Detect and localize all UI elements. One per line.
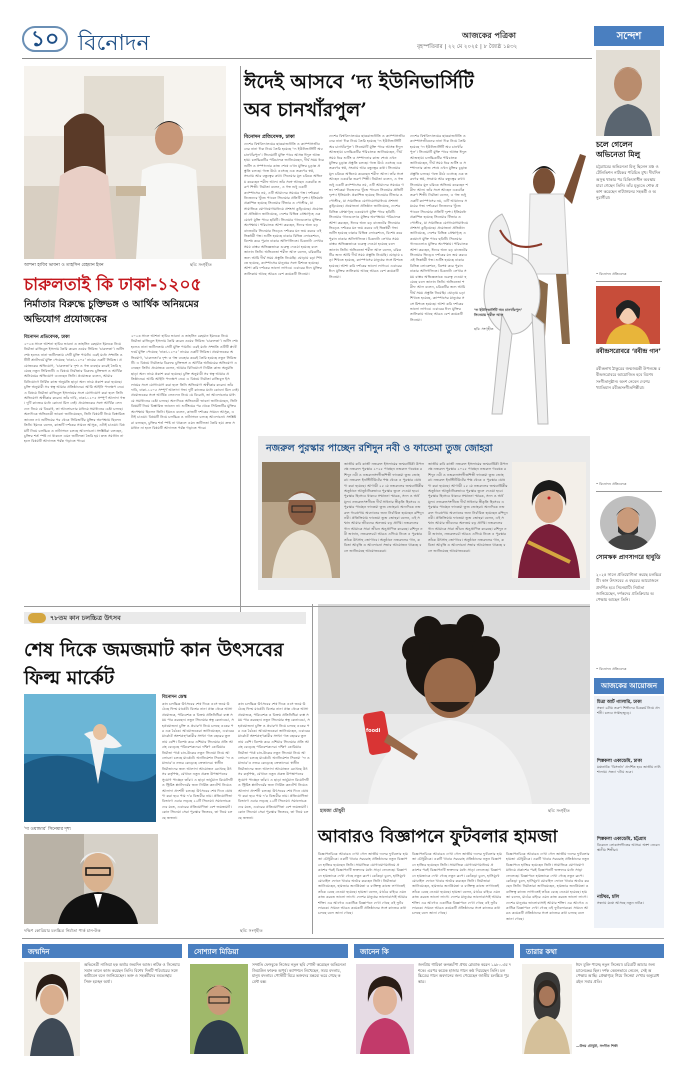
events-box: [594, 696, 664, 928]
orsha-portrait: [24, 962, 80, 1056]
singer-portrait: [596, 286, 660, 344]
park-credit: ছবি: সংগৃহীত: [240, 928, 263, 933]
story1-photo-caption: ‘দ্য ইউনিভার্সিটি অব চানখাঁরপুল’ সিনেমায় শরীফ আল: [474, 308, 523, 317]
sidebar-title: সন্দেশ: [594, 26, 664, 46]
dateline: বৃহস্পতিবার | ২২ মে ২০২৫ | ৮ জ্যৈষ্ঠ ১৪৩২: [417, 44, 518, 50]
horse-rider-image: [472, 134, 590, 430]
charulata-credit: ছবি: সংগৃহীত: [190, 262, 212, 267]
trivia-body: জনপ্রিয় গায়িকা কনকচাঁপা প্রথম প্লেব্যাক করেন ১৯৮০-এর দশকে। এরপর কয়েক হাজার গানে কণ্ঠ দিয়েছেন তিনি। চলচ্চিত্রের গানে অবদানের জন্য পেয়েছেন জাতীয় চলচ্চিত্র পুরস্কার।: [418, 962, 511, 985]
bottom-strip: [22, 944, 664, 1058]
wonder-photo: [24, 694, 156, 822]
ad-still-image: [318, 604, 590, 804]
column-rule: [312, 604, 313, 934]
star-talk-title: তারার কথা: [520, 944, 664, 958]
page-header: [22, 22, 592, 62]
section-rule: [24, 606, 590, 607]
park-caption: দক্ষিণ কোরিয়ার চলচ্চিত্র নির্মাতা পার্ক চান-উক: [24, 928, 101, 933]
sidebar-item2-body: রবীন্দ্রনাথ ঠাকুরের জন্মজয়ন্তী উপলক্ষে রবীন্দ্রসরোবরে আয়োজিত হবে বিশেষ সংগীতানুষ্ঠান। অংশ নেবেন দেশের খ্যাতিমান রবীন্দ্রসংগীতশিল্পীরা।: [596, 366, 661, 390]
star-talk-box: [520, 944, 664, 1058]
star-talk-credit: —উদয় চৌধুরী, সংগীত শিল্পী: [576, 1044, 618, 1048]
hamza-credit: ছবি: সংগৃহীত: [548, 808, 570, 813]
charulata-photo: [24, 66, 226, 259]
fatema-photo: [512, 462, 586, 578]
story1-headline-1: ঈদেই আসবে ‘দ্য ইউনিভার্সিটি: [244, 71, 474, 93]
header-rule: [22, 58, 592, 59]
social-title: সোশ্যাল মিডিয়া: [188, 944, 348, 958]
park-chan-wook-photo: [24, 834, 158, 924]
story2-headline-1: চারুলতাই কি ঢাকা-১২০৫: [24, 275, 202, 295]
section-rule: [22, 938, 664, 939]
portrait-image: [190, 964, 248, 1054]
konokchapa-portrait: [356, 964, 414, 1054]
sidebar-item1-body: চট্টগ্রামের অভিনেতা মিলু ছিলেন মঞ্চ ও টেলিভিশন নাটকের পরিচিত মুখ। দীর্ঘদিন অসুস্থ থাকার পর চিকিৎসাধীন অবস্থায় মারা গেছেন তিনি। তাঁর মৃত্যুতে শোক প্রকাশ করেছেন নাট্যাঙ্গনের সহকর্মী ও অনুরাগীরা।: [596, 164, 661, 201]
hamza-caption: হামজা চৌধুরী: [320, 809, 345, 814]
page-number: ১০: [22, 26, 68, 52]
director-portrait: [600, 496, 656, 550]
social-box: [188, 944, 348, 1058]
sidebar-item1-headline: চলে গেলেন অভিনেতা মিলু: [596, 140, 641, 159]
apurba-portrait: [190, 964, 248, 1054]
event-title: নাটঘর, চলি: [597, 895, 620, 900]
story2-body-col2: ২০২৩ সালে আশনা হাবিব ভাবনা ও তাহসিন রেহমান ইমনকে নিয়ে নির্মাতা রাজিবুল ইসলাম তৈরি করেন ওয়েব সিরিজ ‘চারুলতা’। শুটিং শেষ হলেও নানা জটিলতায় সেটি মুক্তি পায়নি। এরই মধ্যে সম্প্রতি ওটিটি প্ল্যাটফর্মে মুক্তি পেয়েছে ‘ঢাকা-১২০৫’ নামের একটি সিরিজ। প্রযোজকের অভিযোগ, ‘চারুলতা’র দৃশ্য ও গল্প ব্যবহার করেই তৈরি হয়েছে নতুন সিরিজটি। এ বিষয়ে নির্মাতার বিরুদ্ধে চুক্তিভঙ্গ ও আর্থিক অনিয়মের অভিযোগ এনেছেন তিনি। প্রযোজক বলেন, আমার বিনিয়োগে নির্মিত কাজ অনুমতি ছাড়া অন্য নামে প্রকাশ করা হয়েছে। চুক্তি অনুযায়ী সব স্বত্ব আমার প্রতিষ্ঠানের। আমি আইনি পদক্ষেপ নেব। এ বিষয়ে নির্মাতা রাজিবুল ইসলামের সঙ্গে যোগাযোগ করা হলে তিনি অভিযোগ অস্বীকার করেন। তাঁর দাবি, ঢাকা-১২০৫ সম্পূর্ণ আলাদা গল্প। দুটি কাজের মধ্যে কোনো মিল নেই। প্রযোজকের সঙ্গে আর্থিক লেনদেন নিয়ে যে বিরোধ, তা আলোচনার মাধ্যমে সমাধানের চেষ্টা চলছে। অন্যদিকে অভিনেত্রী ভাবনা জানিয়েছেন, তিনি বিষয়টি নিয়ে বিস্তারিত জানেন না। শুটিংয়ের পর থেকে সিরিজটির মুক্তির অপেক্ষায় ছিলেন তিনি। ইমনও বলেন, কাজটি দর্শকের সামনে আসুক, এটাই চাওয়া। বিষয়টি নিয়ে চলচ্চিত্র ও নাট্যাঙ্গনে চলছে আলোচনা। সংশ্লিষ্টরা বলছেন, চুক্তির শর্ত স্পষ্ট না থাকলে এমন জটিলতা তৈরি হয়। দ্রুত সমাধান না হলে বিষয়টি আদালত পর্যন্ত গড়াতে পারে।: [131, 334, 239, 430]
story2-byline: বিনোদন প্রতিবেদক, ঢাকা: [24, 335, 70, 340]
story4-byline: বিনোদন ডেস্ক: [162, 695, 187, 700]
cannes-logo: [28, 613, 46, 623]
story1-byline: বিনোদন প্রতিবেদক, ঢাকা: [244, 134, 295, 140]
animation-still: [24, 694, 156, 822]
story5-headline: আবারও বিজ্ঞাপনে ফুটবলার হামজা: [318, 827, 558, 847]
sidebar-item2-headline: রবীন্দ্রসরোবরে ‘রবীন্দ্র গান’: [596, 348, 661, 355]
paper-name: আজকের পত্রিকা: [462, 31, 516, 40]
foodi-phone-text: foodi: [366, 728, 381, 734]
rashidun-nabi-photo: [262, 462, 340, 578]
star-talk-body: ঈদে মুক্তি পাচ্ছে নতুন সিনেমা। চরিত্রটি আমার জন্য চ্যালেঞ্জের ছিল। দর্শক কেমনভাবে নেবেন, সেই অপেক্ষায় আছি। প্রেক্ষাগৃহে গিয়ে সিনেমা দেখার অনুরোধ রইল সবার প্রতি।: [576, 962, 660, 985]
sidebar-item3-credit: • বিনোদন প্রতিবেদক: [596, 667, 627, 671]
sidebar: [594, 22, 664, 905]
story2-headline-2: নির্মাতার বিরুদ্ধে চুক্তিভঙ্গ ও আর্থিক অনিয়মের: [24, 299, 199, 310]
story1-headline-2: অব চানখাঁরপুল’: [244, 99, 367, 121]
nazrul-box: [258, 436, 590, 590]
sidebar-item3-body: ২০২৫ সালে প্রতিযোগিতা করছে চলচ্চিত্রটি। কান উৎসবের এ বছরের আয়োজনে প্রদর্শিত হবে সিনেমাটি। নির্মাতা জানিয়েছেন, দর্শকদের প্রতিক্রিয়ার অপেক্ষায় আছেন তিনি।: [596, 572, 662, 603]
story3-body-col1: জাতীয় কবি কাজী নজরুল ইসলামের জন্মবার্ষিকী উপলক্ষে নজরুল পুরস্কার ২০২৫ পাচ্ছেন নজরুল গবেষক রশিদুন নবী ও নজরুলসংগীতশিল্পী ফাতেমা তুজ জোহরা। নজরুল ইনস্টিটিউটের পক্ষ থেকে এ পুরস্কার ঘোষণা করা হয়েছে। আগামী ২৫ মে নজরুলের জন্মবার্ষিকীর অনুষ্ঠানে আনুষ্ঠানিকভাবে পুরস্কার তুলে দেওয়া হবে। পুরস্কার হিসেবে থাকবে সম্মাননা স্মারক, সনদ ও অর্থমূল্য। নজরুলসংগীতে দীর্ঘ সাধনার স্বীকৃতি হিসেবে এ পুরস্কার পাচ্ছেন ফাতেমা তুজ জোহরা। অন্যদিকে নজরুল গবেষণায় অবদানের জন্য নির্বাচিত হয়েছেন রশিদুন নবী। প্রতিক্রিয়ায় ফাতেমা তুজ জোহরা বলেন, এই সম্মান আমার জীবনের অন্যতম বড় প্রাপ্তি। নজরুলের গান আমাকে সারা জীবন অনুপ্রাণিত করেছে। রশিদুন নবী জানান, নজরুলচর্চা আরও এগিয়ে নিতে এ পুরস্কার তাঁকে উৎসাহ জোগাবে। অনুষ্ঠানে নজরুলের গান, কবিতা আবৃত্তি ও আলোচনা সভার আয়োজন থাকছে বলে জানিয়েছে আয়োজকেরা।: [344, 462, 424, 553]
sidebar-item3-headline: সোমঋক প্রাণসাগরে হাবুডি: [596, 554, 661, 561]
wonder-caption: ‘দ্য ওয়ান্ডার’ সিনেমার দৃশ্য: [24, 827, 71, 832]
column-rule: [240, 66, 241, 612]
event-body: সন্ধ্যা ৬টায় তরুণ শিল্পীদের চিত্রকর্ম নিয়ে প্রদর্শনী। চলবে সপ্তাহজুড়ে।: [597, 706, 660, 716]
story1-body-col2: দেশের বিশ্ববিদ্যালয়ের ছাত্ররাজনীতি ও ক্যাম্পাসজীবনের নানা দিক নিয়ে তৈরি হয়েছে ‘দ্য ইউনিভার্সিটি অব চানখাঁরপুল’। সিনেমাটি মুক্তি পাবে আসন্ন ঈদুল আজহায়। চলচ্চিত্রটির পরিচালক জানিয়েছেন, দীর্ঘ সময় ধরে শুটিং ও সম্পাদনার কাজ শেষে এখন মুক্তির চূড়ান্ত প্রস্তুতি চলছে। গল্পে উঠে এসেছে এক তরুণের স্বপ্ন, সংগ্রাম আর বন্ধুত্বের কথা। সিনেমার মূল চরিত্রে অভিনয় করেছেন শরীফ আল। তাঁর সঙ্গে আছেন একঝাঁক তরুণ শিল্পী। নির্মাতা বলেন, এ গল্প শুধু একটি ক্যাম্পাসের নয়, এটি আমাদের সময়ের গল্প। দর্শকেরা নিজেদের খুঁজে পাবেন সিনেমার প্রতিটি দৃশ্যে। ইতিমধ্যে প্রকাশিত হয়েছে সিনেমার টিজার ও পোস্টার, যা সামাজিক যোগাযোগমাধ্যমে প্রশংসা কুড়িয়েছে। প্রযোজনা প্রতিষ্ঠান জানিয়েছে, দেশের বিভিন্ন প্রেক্ষাগৃহে একযোগে মুক্তি পাবে ছবিটি। সিনেমার গানগুলোও মুক্তির অপেক্ষায়। পরিচালক আশা করছেন, ঈদের অন্য বড় বাজেটের সিনেমার ভিড়েও দর্শকের মন জয় করবে এই ভিন্নধর্মী গল্প। শুটিং হয়েছে ঢাকার বিভিন্ন লোকেশনে, বিশেষ করে পুরান ঢাকার অলিগলিতে। চিত্রনাট্য লেখার সময় বাস্তব অভিজ্ঞতাকে গুরুত্ব দেওয়া হয়েছে বলে জানান তিনি। অভিনেতা শরীফ আল বলেন, চরিত্রটির জন্য আমি দীর্ঘ সময় প্রস্তুতি নিয়েছি। ঘোড়ায় চড়া শিখতে হয়েছে, ক্যাম্পাসের মানুষের সঙ্গে মিশতে হয়েছে। আশা করি দর্শকের ভালো লাগবে। এবারের ঈদে মুক্তির তালিকায় আছে আরও বেশ কয়েকটি সিনেমা।: [329, 134, 405, 279]
event-body: সন্ধ্যায় মঞ্চে আসছে নতুন নাটক।: [597, 901, 644, 905]
trivia-box: [354, 944, 514, 1058]
couple-image: [24, 66, 226, 259]
story1-body-col3: দেশের বিশ্ববিদ্যালয়ের ছাত্ররাজনীতি ও ক্যাম্পাসজীবনের নানা দিক নিয়ে তৈরি হয়েছে ‘দ্য ইউনিভার্সিটি অব চানখাঁরপুল’। সিনেমাটি মুক্তি পাবে আসন্ন ঈদুল আজহায়। চলচ্চিত্রটির পরিচালক জানিয়েছেন, দীর্ঘ সময় ধরে শুটিং ও সম্পাদনার কাজ শেষে এখন মুক্তির চূড়ান্ত প্রস্তুতি চলছে। গল্পে উঠে এসেছে এক তরুণের স্বপ্ন, সংগ্রাম আর বন্ধুত্বের কথা। সিনেমার মূল চরিত্রে অভিনয় করেছেন শরীফ আল। তাঁর সঙ্গে আছেন একঝাঁক তরুণ শিল্পী। নির্মাতা বলেন, এ গল্প শুধু একটি ক্যাম্পাসের নয়, এটি আমাদের সময়ের গল্প। দর্শকেরা নিজেদের খুঁজে পাবেন সিনেমার প্রতিটি দৃশ্যে। ইতিমধ্যে প্রকাশিত হয়েছে সিনেমার টিজার ও পোস্টার, যা সামাজিক যোগাযোগমাধ্যমে প্রশংসা কুড়িয়েছে। প্রযোজনা প্রতিষ্ঠান জানিয়েছে, দেশের বিভিন্ন প্রেক্ষাগৃহে একযোগে মুক্তি পাবে ছবিটি। সিনেমার গানগুলোও মুক্তির অপেক্ষায়। পরিচালক আশা করছেন, ঈদের অন্য বড় বাজেটের সিনেমার ভিড়েও দর্শকের মন জয় করবে এই ভিন্নধর্মী গল্প। শুটিং হয়েছে ঢাকার বিভিন্ন লোকেশনে, বিশেষ করে পুরান ঢাকার অলিগলিতে। চিত্রনাট্য লেখার সময় বাস্তব অভিজ্ঞতাকে গুরুত্ব দেওয়া হয়েছে বলে জানান তিনি। অভিনেতা শরীফ আল বলেন, চরিত্রটির জন্য আমি দীর্ঘ সময় প্রস্তুতি নিয়েছি। ঘোড়ায় চড়া শিখতে হয়েছে, ক্যাম্পাসের মানুষের সঙ্গে মিশতে হয়েছে। আশা করি দর্শকের ভালো লাগবে। এবারের ঈদে মুক্তির তালিকায় আছে আরও বেশ কয়েকটি সিনেমা।: [410, 134, 468, 322]
story5-body-col1: বিজ্ঞাপনচিত্রে আবারও দেখা গেল জাতীয় দলের ফুটবলার হামজা চৌধুরীকে। একটি খাবার সরবরাহ প্রতিষ্ঠানের নতুন বিজ্ঞাপনে হাজির হয়েছেন তিনি। সামাজিক যোগাযোগমাধ্যমে প্রকাশের পরই বিজ্ঞাপনটি ভক্তদের মধ্যে সাড়া ফেলেছে। বিজ্ঞাপনে হামজাকে দেখা গেছে নতুন রূপে। কোঁকড়া চুলে, হাসিমুখে মোবাইল ফোনে খাবার অর্ডার করছেন তিনি। নির্মাতারা জানিয়েছেন, হামজার জনপ্রিয়তা ও ব্যক্তিত্ব কাজে লাগাতেই তাঁকে বেছে নেওয়া হয়েছে। হামজা বলেন, মাঠের বাইরে এমন কাজ করতে ভালো লাগে। দেশের মানুষের ভালোবাসাই আমার শক্তি। এর আগেও একাধিক বিজ্ঞাপনে দেখা গেছে এই ফুটবলারকে। সামনে আরও কয়েকটি প্রতিষ্ঠানের সঙ্গে কাজের কথা চলছে বলে জানা গেছে।: [318, 852, 408, 916]
story1-body-col1: দেশের বিশ্ববিদ্যালয়ের ছাত্ররাজনীতি ও ক্যাম্পাসজীবনের নানা দিক নিয়ে তৈরি হয়েছে ‘দ্য ইউনিভার্সিটি অব চানখাঁরপুল’। সিনেমাটি মুক্তি পাবে আসন্ন ঈদুল আজহায়। চলচ্চিত্রটির পরিচালক জানিয়েছেন, দীর্ঘ সময় ধরে শুটিং ও সম্পাদনার কাজ শেষে এখন মুক্তির চূড়ান্ত প্রস্তুতি চলছে। গল্পে উঠে এসেছে এক তরুণের স্বপ্ন, সংগ্রাম আর বন্ধুত্বের কথা। সিনেমার মূল চরিত্রে অভিনয় করেছেন শরীফ আল। তাঁর সঙ্গে আছেন একঝাঁক তরুণ শিল্পী। নির্মাতা বলেন, এ গল্প শুধু একটি ক্যাম্পাসের নয়, এটি আমাদের সময়ের গল্প। দর্শকেরা নিজেদের খুঁজে পাবেন সিনেমার প্রতিটি দৃশ্যে। ইতিমধ্যে প্রকাশিত হয়েছে সিনেমার টিজার ও পোস্টার, যা সামাজিক যোগাযোগমাধ্যমে প্রশংসা কুড়িয়েছে। প্রযোজনা প্রতিষ্ঠান জানিয়েছে, দেশের বিভিন্ন প্রেক্ষাগৃহে একযোগে মুক্তি পাবে ছবিটি। সিনেমার গানগুলোও মুক্তির অপেক্ষায়। পরিচালক আশা করছেন, ঈদের অন্য বড় বাজেটের সিনেমার ভিড়েও দর্শকের মন জয় করবে এই ভিন্নধর্মী গল্প। শুটিং হয়েছে ঢাকার বিভিন্ন লোকেশনে, বিশেষ করে পুরান ঢাকার অলিগলিতে। চিত্রনাট্য লেখার সময় বাস্তব অভিজ্ঞতাকে গুরুত্ব দেওয়া হয়েছে বলে জানান তিনি। অভিনেতা শরীফ আল বলেন, চরিত্রটির জন্য আমি দীর্ঘ সময় প্রস্তুতি নিয়েছি। ঘোড়ায় চড়া শিখতে হয়েছে, ক্যাম্পাসের মানুষের সঙ্গে মিশতে হয়েছে। আশা করি দর্শকের ভালো লাগবে। এবারের ঈদে মুক্তির তালিকায় আছে আরও বেশ কয়েকটি সিনেমা।: [244, 142, 324, 276]
social-body: সম্প্রতি ফেসবুকে নিজের নতুন ছবি পোস্ট করেছেন অভিনেতা জিয়াউল ফারুক অপূর্ব। ক্যাপশনে লিখেছেন, সময় বদলায়, মানুষ বদলায়। পোস্টটি ঘিরে ভক্তদের মন্তব্যে ভরে গেছে কমেন্ট বক্স।: [252, 962, 346, 985]
cannes-banner-text: ৭৮তম কান চলচ্চিত্র উৎসব: [50, 614, 121, 622]
story3-body-col2: জাতীয় কবি কাজী নজরুল ইসলামের জন্মবার্ষিকী উপলক্ষে নজরুল পুরস্কার ২০২৫ পাচ্ছেন নজরুল গবেষক রশিদুন নবী ও নজরুলসংগীতশিল্পী ফাতেমা তুজ জোহরা। নজরুল ইনস্টিটিউটের পক্ষ থেকে এ পুরস্কার ঘোষণা করা হয়েছে। আগামী ২৫ মে নজরুলের জন্মবার্ষিকীর অনুষ্ঠানে আনুষ্ঠানিকভাবে পুরস্কার তুলে দেওয়া হবে। পুরস্কার হিসেবে থাকবে সম্মাননা স্মারক, সনদ ও অর্থমূল্য। নজরুলসংগীতে দীর্ঘ সাধনার স্বীকৃতি হিসেবে এ পুরস্কার পাচ্ছেন ফাতেমা তুজ জোহরা। অন্যদিকে নজরুল গবেষণায় অবদানের জন্য নির্বাচিত হয়েছেন রশিদুন নবী। প্রতিক্রিয়ায় ফাতেমা তুজ জোহরা বলেন, এই সম্মান আমার জীবনের অন্যতম বড় প্রাপ্তি। নজরুলের গান আমাকে সারা জীবন অনুপ্রাণিত করেছে। রশিদুন নবী জানান, নজরুলচর্চা আরও এগিয়ে নিতে এ পুরস্কার তাঁকে উৎসাহ জোগাবে। অনুষ্ঠানে নজরুলের গান, কবিতা আবৃত্তি ও আলোচনা সভার আয়োজন থাকছে বলে জানিয়েছে আয়োজকেরা।: [428, 462, 508, 553]
portrait-image: [24, 962, 80, 1056]
portrait-image: [512, 462, 586, 578]
portrait-image: [600, 496, 656, 550]
section-title: বিনোদন: [78, 31, 150, 56]
story5-body-col3: বিজ্ঞাপনচিত্রে আবারও দেখা গেল জাতীয় দলের ফুটবলার হামজা চৌধুরীকে। একটি খাবার সরবরাহ প্রতিষ্ঠানের নতুন বিজ্ঞাপনে হাজির হয়েছেন তিনি। সামাজিক যোগাযোগমাধ্যমে প্রকাশের পরই বিজ্ঞাপনটি ভক্তদের মধ্যে সাড়া ফেলেছে। বিজ্ঞাপনে হামজাকে দেখা গেছে নতুন রূপে। কোঁকড়া চুলে, হাসিমুখে মোবাইল ফোনে খাবার অর্ডার করছেন তিনি। নির্মাতারা জানিয়েছেন, হামজার জনপ্রিয়তা ও ব্যক্তিত্ব কাজে লাগাতেই তাঁকে বেছে নেওয়া হয়েছে। হামজা বলেন, মাঠের বাইরে এমন কাজ করতে ভালো লাগে। দেশের মানুষের ভালোবাসাই আমার শক্তি। এর আগেও একাধিক বিজ্ঞাপনে দেখা গেছে এই ফুটবলারকে। সামনে আরও কয়েকটি প্রতিষ্ঠানের সঙ্গে কাজের কথা চলছে বলে জানা গেছে।: [506, 852, 590, 921]
events-title: আজকের আয়োজন: [594, 678, 664, 694]
uday-portrait: [522, 964, 572, 1054]
milu-portrait: [596, 50, 660, 136]
portrait-image: [596, 286, 660, 344]
story1-photo-credit: ছবি: সংগৃহীত: [474, 327, 494, 331]
sidebar-divider: [596, 281, 662, 282]
portrait-image: [24, 834, 158, 924]
event-body: বিকেলে লোকসংগীতের আসর। অংশ নেবেন স্থানীয় শিল্পীরা।: [597, 843, 660, 853]
story4-headline-1: শেষ দিকে জমজমাট কান উৎসবের: [24, 639, 284, 661]
story2-headline-3: অভিযোগ প্রযোজকের: [24, 314, 107, 325]
sidebar-item2-credit: • বিনোদন প্রতিবেদক: [596, 482, 627, 486]
event-title: চিত্রা আর্ট গ্যালারি, ঢাকা: [597, 700, 642, 705]
story2-body-col1: ২০২৩ সালে আশনা হাবিব ভাবনা ও তাহসিন রেহমান ইমনকে নিয়ে নির্মাতা রাজিবুল ইসলাম তৈরি করেন ওয়েব সিরিজ ‘চারুলতা’। শুটিং শেষ হলেও নানা জটিলতায় সেটি মুক্তি পায়নি। এরই মধ্যে সম্প্রতি ওটিটি প্ল্যাটফর্মে মুক্তি পেয়েছে ‘ঢাকা-১২০৫’ নামের একটি সিরিজ। প্রযোজকের অভিযোগ, ‘চারুলতা’র দৃশ্য ও গল্প ব্যবহার করেই তৈরি হয়েছে নতুন সিরিজটি। এ বিষয়ে নির্মাতার বিরুদ্ধে চুক্তিভঙ্গ ও আর্থিক অনিয়মের অভিযোগ এনেছেন তিনি। প্রযোজক বলেন, আমার বিনিয়োগে নির্মিত কাজ অনুমতি ছাড়া অন্য নামে প্রকাশ করা হয়েছে। চুক্তি অনুযায়ী সব স্বত্ব আমার প্রতিষ্ঠানের। আমি আইনি পদক্ষেপ নেব। এ বিষয়ে নির্মাতা রাজিবুল ইসলামের সঙ্গে যোগাযোগ করা হলে তিনি অভিযোগ অস্বীকার করেন। তাঁর দাবি, ঢাকা-১২০৫ সম্পূর্ণ আলাদা গল্প। দুটি কাজের মধ্যে কোনো মিল নেই। প্রযোজকের সঙ্গে আর্থিক লেনদেন নিয়ে যে বিরোধ, তা আলোচনার মাধ্যমে সমাধানের চেষ্টা চলছে। অন্যদিকে অভিনেত্রী ভাবনা জানিয়েছেন, তিনি বিষয়টি নিয়ে বিস্তারিত জানেন না। শুটিংয়ের পর থেকে সিরিজটির মুক্তির অপেক্ষায় ছিলেন তিনি। ইমনও বলেন, কাজটি দর্শকের সামনে আসুক, এটাই চাওয়া। বিষয়টি নিয়ে চলচ্চিত্র ও নাট্যাঙ্গনে চলছে আলোচনা। সংশ্লিষ্টরা বলছেন, চুক্তির শর্ত স্পষ্ট না থাকলে এমন জটিলতা তৈরি হয়। দ্রুত সমাধান না হলে বিষয়টি আদালত পর্যন্ত গড়াতে পারে।: [24, 342, 126, 444]
birthday-body: অভিনেত্রী নাজিয়া হক অর্ষার জন্মদিন আজ। নাটক ও সিনেমায় সমান তালে কাজ করছেন তিনি। বিশেষ দিনটি পরিবারের সঙ্গে কাটাবেন বলে জানিয়েছেন। ভক্ত ও সহকর্মীদের শুভেচ্ছায় সিক্ত হচ্ছেন অর্ষা।: [84, 962, 180, 985]
sidebar-item1-credit: • বিনোদন প্রতিবেদক: [596, 272, 627, 276]
story4-body-col1: কান চলচ্চিত্র উৎসবের শেষ দিকে এসে জমে উঠেছে ফিল্ম মার্কেট। বিশ্বের নানা প্রান্ত থেকে আসা প্রযোজক, পরিবেশক ও বিক্রয় প্রতিনিধিরা ব্যস্ত সময় পার করছেন। নতুন সিনেমার স্বত্ব কেনাবেচা, সহপ্রযোজনা চুক্তি ও প্রচারণা নিয়ে চলছে একের পর এক বৈঠক। আয়োজকেরা জানিয়েছেন, এবারের মার্কেটে অংশগ্রহণকারীর সংখ্যা গত বছরের তুলনায় বেশি। বিশেষ করে এশিয়ার সিনেমার প্রতি আগ্রহ বেড়েছে পরিবেশকদের। দক্ষিণ কোরিয়ার নির্মাতা পার্ক চান-উকের নতুন সিনেমা নিয়ে আলোচনা চলছে মার্কেটে। অ্যানিমেশন সিনেমা ‘দ্য ওয়ান্ডার’ও নজর কেড়েছে ক্রেতাদের। স্বাধীন নির্মাতাদের জন্য আলাদা আয়োজন রেখেছে উৎসব কর্তৃপক্ষ, যেখানে নতুন প্রকল্প উপস্থাপনের সুযোগ পাচ্ছেন তাঁরা। এ ছাড়া ভার্চুয়াল রিয়েলিটি ও স্ট্রিমিং প্ল্যাটফর্মের জন্য নির্মিত কনটেন্ট নিয়েও আলাদা প্রদর্শনী চলছে। উৎসবের শেষ দিনে ঘোষণা করা হবে পাম দ’র বিজয়ীর নাম। প্রতিযোগিতা বিভাগে এবার লড়ছে ২২টি সিনেমা। সমালোচকদের মতে, এবারের প্রতিযোগিতা বেশ জমজমাট। কোন সিনেমা সেরা পুরস্কার জিতবে, তা নিয়ে চলছে জল্পনা।: [162, 702, 234, 820]
hamza-photo: [318, 604, 590, 804]
sidebar-divider: [596, 491, 662, 492]
portrait-image: [262, 462, 340, 578]
cannes-banner: [24, 612, 306, 624]
trivia-title: জানেন কি: [354, 944, 514, 958]
event-title: শিল্পকলা একাডেমি, ঢাকা: [597, 759, 642, 764]
event-body: মঞ্চনাটক ‘বিসর্জন’ প্রদর্শিত হবে জাতীয় নাট্যশালায়। সন্ধ্যা ৭টায় শুরু।: [597, 765, 661, 775]
portrait-image: [596, 50, 660, 136]
portrait-image: [522, 964, 572, 1054]
portrait-image: [356, 964, 414, 1054]
story5-body-col2: বিজ্ঞাপনচিত্রে আবারও দেখা গেল জাতীয় দলের ফুটবলার হামজা চৌধুরীকে। একটি খাবার সরবরাহ প্রতিষ্ঠানের নতুন বিজ্ঞাপনে হাজির হয়েছেন তিনি। সামাজিক যোগাযোগমাধ্যমে প্রকাশের পরই বিজ্ঞাপনটি ভক্তদের মধ্যে সাড়া ফেলেছে। বিজ্ঞাপনে হামজাকে দেখা গেছে নতুন রূপে। কোঁকড়া চুলে, হাসিমুখে মোবাইল ফোনে খাবার অর্ডার করছেন তিনি। নির্মাতারা জানিয়েছেন, হামজার জনপ্রিয়তা ও ব্যক্তিত্ব কাজে লাগাতেই তাঁকে বেছে নেওয়া হয়েছে। হামজা বলেন, মাঠের বাইরে এমন কাজ করতে ভালো লাগে। দেশের মানুষের ভালোবাসাই আমার শক্তি। এর আগেও একাধিক বিজ্ঞাপনে দেখা গেছে এই ফুটবলারকে। সামনে আরও কয়েকটি প্রতিষ্ঠানের সঙ্গে কাজের কথা চলছে বলে জানা গেছে।: [412, 852, 502, 916]
event-title: শিল্পকলা একাডেমি, চট্টগ্রাম: [597, 837, 647, 842]
birthday-box: [22, 944, 182, 1058]
story4-body-col2: কান চলচ্চিত্র উৎসবের শেষ দিকে এসে জমে উঠেছে ফিল্ম মার্কেট। বিশ্বের নানা প্রান্ত থেকে আসা প্রযোজক, পরিবেশক ও বিক্রয় প্রতিনিধিরা ব্যস্ত সময় পার করছেন। নতুন সিনেমার স্বত্ব কেনাবেচা, সহপ্রযোজনা চুক্তি ও প্রচারণা নিয়ে চলছে একের পর এক বৈঠক। আয়োজকেরা জানিয়েছেন, এবারের মার্কেটে অংশগ্রহণকারীর সংখ্যা গত বছরের তুলনায় বেশি। বিশেষ করে এশিয়ার সিনেমার প্রতি আগ্রহ বেড়েছে পরিবেশকদের। দক্ষিণ কোরিয়ার নির্মাতা পার্ক চান-উকের নতুন সিনেমা নিয়ে আলোচনা চলছে মার্কেটে। অ্যানিমেশন সিনেমা ‘দ্য ওয়ান্ডার’ও নজর কেড়েছে ক্রেতাদের। স্বাধীন নির্মাতাদের জন্য আলাদা আয়োজন রেখেছে উৎসব কর্তৃপক্ষ, যেখানে নতুন প্রকল্প উপস্থাপনের সুযোগ পাচ্ছেন তাঁরা। এ ছাড়া ভার্চুয়াল রিয়েলিটি ও স্ট্রিমিং প্ল্যাটফর্মের জন্য নির্মিত কনটেন্ট নিয়েও আলাদা প্রদর্শনী চলছে। উৎসবের শেষ দিনে ঘোষণা করা হবে পাম দ’র বিজয়ীর নাম। প্রতিযোগিতা বিভাগে এবার লড়ছে ২২টি সিনেমা। সমালোচকদের মতে, এবারের প্রতিযোগিতা বেশ জমজমাট। কোন সিনেমা সেরা পুরস্কার জিতবে, তা নিয়ে চলছে জল্পনা।: [238, 702, 310, 820]
story4-headline-2: ফিল্ম মার্কেট: [24, 667, 115, 689]
actor-horse-photo: [472, 134, 590, 430]
birthday-title: জন্মদিন: [22, 944, 182, 958]
story3-headline: নজরুল পুরস্কার পাচ্ছেন রশিদুন নবী ও ফাতেমা তুজ জোহরা: [266, 443, 493, 454]
charulata-caption: আশনা হাবিব ভাবনা ও তাহসিন রেহমান ইমন: [24, 263, 104, 268]
